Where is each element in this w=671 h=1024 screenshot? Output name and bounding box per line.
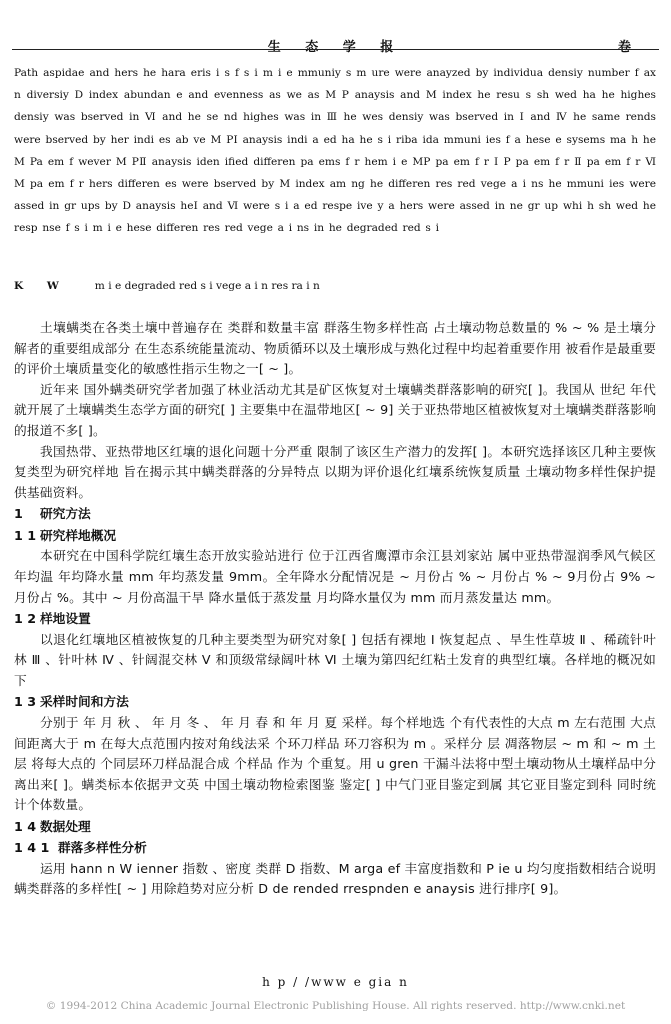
- section-title: 采样时间和方法: [40, 694, 129, 710]
- subsection-heading-data: [14, 816, 656, 838]
- section-title: 群落多样性分析: [58, 840, 147, 856]
- copyright-notice: © 1994-2012 China Academic Journal Electronic Publishing House. All rights reserved. http://www.cnki.net: [45, 1000, 626, 1012]
- section-number: 1 4 1: [14, 840, 50, 856]
- keywords-text: m i e degraded red s i vege a i n res ra i n: [94, 280, 320, 292]
- page-header: [0, 14, 671, 55]
- page-footer-url: h p / /www e gia n: [262, 975, 409, 989]
- section-number: 1 1: [14, 527, 37, 543]
- section-number: 1 4: [14, 818, 37, 834]
- header-rule: [12, 49, 659, 50]
- plots-paragraph: 以退化红壤地区植被恢复的几种主要类型为研究对象[ ] 包括有裸地 Ⅰ 恢复起点 、旱生性草坡 Ⅱ 、稀疏针叶林 Ⅲ 、针叶林 Ⅳ 、针阔混交林 Ⅴ 和顶级常绿阔叶林 Ⅵ 土壤为第四纪红粘土发育的典型红壤。各样地的概况如下: [14, 631, 656, 688]
- volume-label: 卷: [617, 40, 631, 55]
- subsubsection-heading-diversity: [14, 837, 656, 859]
- section-number: 1 2: [14, 611, 37, 627]
- intro-paragraph-3: 我国热带、亚热带地区红壤的退化问题十分严重 限制了该区生产潜力的发挥[ ]。本研究选择该区几种主要恢复类型为研究样地 旨在揭示其中螨类群落的分异特点 以期为评价退化红壤系统恢复质量 土壤动物多样性保护提供基础资料。: [14, 443, 656, 500]
- abstract-text: Path aspidae and hers he hara eris i s f s i m i e mmuniy s m ure were anayzed by individua densiy number f ax n diversiy D index abundan e and evenness as we as M P anaysis and M index he resu s sh wed ha he highes densiy was bserved in Ⅵ and he se nd highes was in Ⅲ he wes densiy was bserved in Ⅰ and Ⅳ he same rends were bserved by her indi es ab ve M PⅠ anaysis indi a ed ha he s i riba ida mmuni ies f a hese e sysems ma h he M Pa em f wever M PⅡ anaysis iden ified differen pa ems f r hem i e MP pa em f r Ⅰ P pa em f r Ⅱ pa em f r Ⅵ M pa em f r hers differen es were bserved by M index am ng he differen res red vege a i ns he mmuni ies were assed in gr ups by D anaysis heⅠ and Ⅵ were s i a ed respe ive y a hers were assed in ne gr up whi h sh wed he resp nse f s i m i e hese differen res red vege a i ns in he degraded red s i: [14, 67, 656, 235]
- section-number: 1: [14, 506, 23, 522]
- keywords-line: [14, 276, 656, 296]
- section-title: 样地设置: [40, 611, 91, 627]
- section-title: 研究样地概况: [40, 527, 117, 543]
- section-heading-methods: [14, 503, 656, 525]
- running-title: 生 态 学 报: [267, 40, 404, 55]
- intro-paragraph-2: 近年来 国外螨类研究学者加强了林业活动尤其是矿区恢复对土壤螨类群落影响的研究[ ]。我国从 世纪 年代就开展了土壤螨类生态学方面的研究[ ] 主要集中在温带地区[ ~ 9] 关于亚热带地区植被恢复对土壤螨类群落影响的报道不多[ ]。: [14, 381, 656, 438]
- section-title: 数据处理: [40, 818, 91, 834]
- section-title: 研究方法: [40, 506, 91, 522]
- keywords-label: K W: [14, 280, 69, 292]
- main-body: [14, 318, 656, 900]
- subsection-heading-site: [14, 525, 656, 547]
- diversity-paragraph: 运用 hann n W ienner 指数 、密度 类群 D 指数、M arga ef 丰富度指数和 P ie u 均匀度指数相结合说明螨类群落的多样性[ ~ ] 用除趋势对应分析 D de rended rrespnden e anaysis 进行排序[ 9]。: [14, 860, 656, 897]
- intro-paragraph-1: 土壤螨类在各类土壤中普遍存在 类群和数量丰富 群落生物多样性高 占土壤动物总数量的 % ~ % 是土壤分解者的重要组成部分 在生态系统能量流动、物质循环以及土壤形成与熟化过程中均起着重要作用 被看作是最重要的评价土壤质量变化的敏感性指示生物之一[ ~ ]。: [14, 320, 656, 377]
- site-paragraph: 本研究在中国科学院红壤生态开放实验站进行 位于江西省鹰潭市余江县刘家站 属中亚热带湿润季风气候区 年均温 年均降水量 mm 年均蒸发量 9mm。全年降水分配情况是 ~ 月份占 % ~ 月份占 % ~ 9月份占 9% ~ 月份占 %。其中 ~ 月份高温干旱 降水量低于蒸发量 月均降水量仅为 mm 而月蒸发量达 mm。: [14, 548, 656, 605]
- subsection-heading-sampling: [14, 691, 656, 713]
- subsection-heading-plots: [14, 608, 656, 630]
- sampling-paragraph: 分别于 年 月 秋 、 年 月 冬 、 年 月 春 和 年 月 夏 采样。每个样地选 个有代表性的大点 m 左右范围 大点间距离大于 m 在每大点范围内按对角线法采 个环刀样品 环刀容积为 m 。采样分 层 凋落物层 ~ m 和 ~ m 土层 将每大点的 个同层环刀样品混合成 个样品 作为 个重复。用 u gren 干漏斗法将中型土壤动物从土壤样品中分离出来[ ]。螨类标本依据尹文英 中国土壤动物检索图鉴 鉴定[ ] 中气门亚目鉴定到属 其它亚目鉴定到科 同时统计个体数量。: [14, 714, 656, 813]
- section-number: 1 3: [14, 694, 37, 710]
